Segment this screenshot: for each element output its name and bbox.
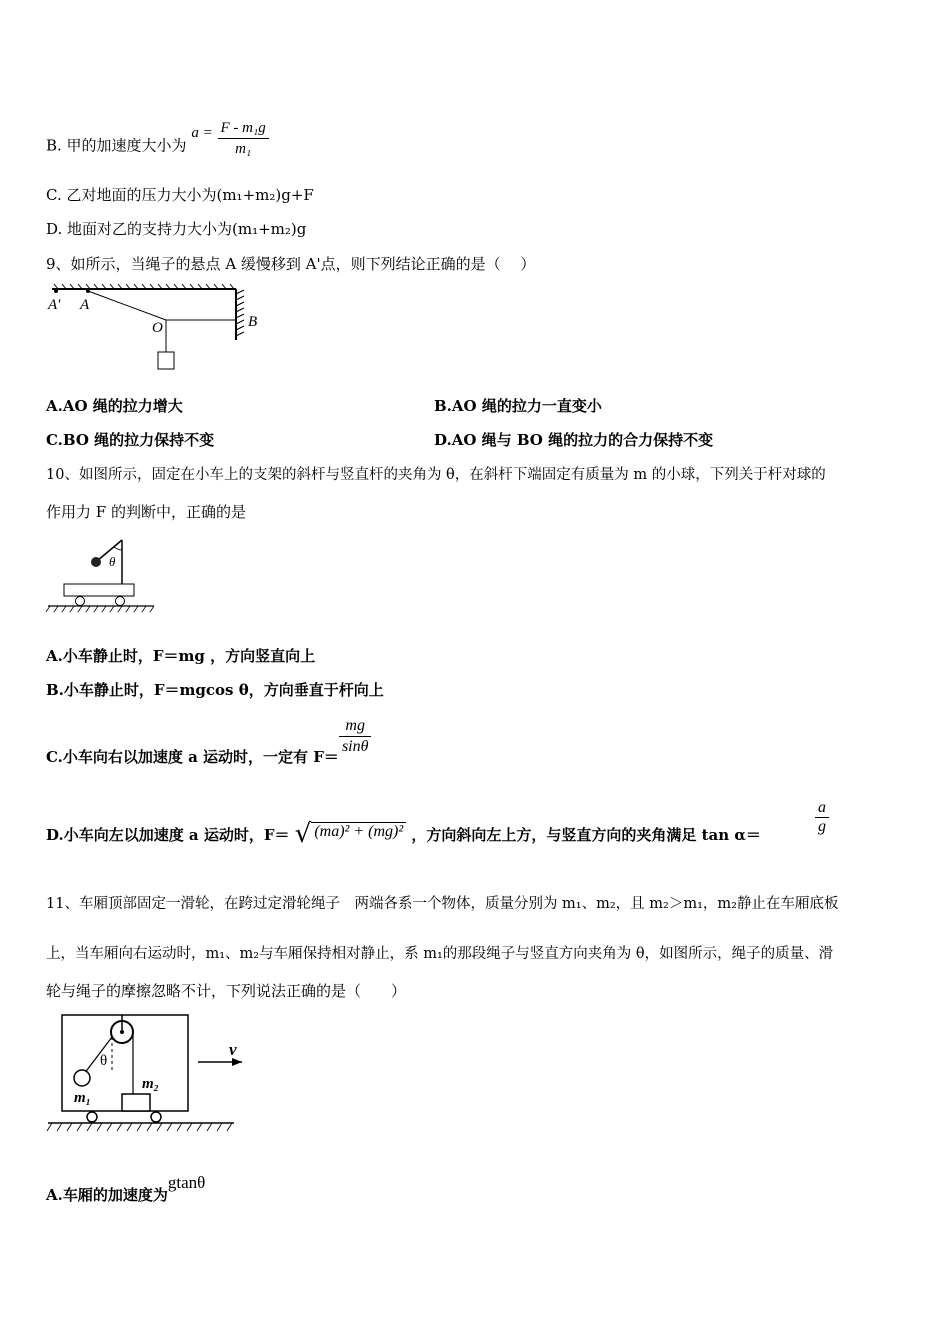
q10-option-c	[46, 716, 371, 766]
q10-option-d-numerator: a	[815, 799, 829, 818]
q9-option-b: B.AO 绳的拉力一直变小	[434, 397, 602, 415]
wheel-right	[151, 1112, 161, 1122]
q8-option-c: C. 乙对地面的压力大小为(m₁+m₂)g+F	[46, 186, 314, 204]
q10-option-d-radicand: (ma)² + (mg)²	[311, 822, 406, 840]
q8-option-b-fraction	[218, 118, 269, 159]
cart-wheel-right	[116, 597, 125, 606]
q10-option-d-denominator: g	[818, 818, 826, 835]
q8-option-b-denominator: m₁	[235, 141, 252, 157]
q8-option-b	[46, 120, 269, 167]
label-a: A	[80, 297, 90, 313]
q11-option-a	[46, 1173, 206, 1205]
q11-figure	[44, 1010, 244, 1142]
ceiling-hatch	[52, 284, 236, 289]
label-theta: θ	[100, 1053, 108, 1069]
q10-stem-line2: 作用力 F 的判断中，正确的是	[46, 503, 246, 521]
pulley-axle	[120, 1030, 124, 1034]
label-b: B	[248, 314, 258, 330]
wheel-left	[87, 1112, 97, 1122]
mass-m2	[122, 1094, 150, 1111]
ball	[91, 557, 101, 567]
q9-stem: 9、如所示，当绳子的悬点 A 缓慢移到 A'点，则下列结论正确的是（ ）	[46, 255, 536, 273]
label-m1: m₁	[74, 1090, 91, 1106]
label-v: v	[229, 1040, 237, 1059]
q11-stem-line3: 轮与绳子的摩擦忽略不计，下列说法正确的是（ ）	[46, 982, 407, 1000]
q11-stem-line1: 11、车厢顶部固定一滑轮，在跨过定滑轮绳子 两端各系一个物体，质量分别为 m₁、m₂，且 m₂＞m₁，m₂静止在车厢底板	[46, 896, 839, 912]
label-o: O	[152, 320, 163, 336]
label-a-prime: A'	[48, 297, 61, 313]
q10-option-d-tail: ，方向斜向左上方，与竖直方向的夹角满足 tan α＝	[411, 826, 761, 844]
q10-option-b: B.小车静止时，F＝mgcos θ，方向垂直于杆向上	[46, 681, 384, 699]
q8-option-b-text: B. 甲的加速度大小为	[46, 136, 187, 155]
ground-hatch	[47, 1123, 232, 1131]
q10-option-d-text: D.小车向左以加速度 a 运动时，F＝	[46, 826, 290, 844]
q10-option-c-text: C.小车向右以加速度 a 运动时，一定有 F＝	[46, 747, 339, 766]
q9-option-c: C.BO 绳的拉力保持不变	[46, 431, 215, 449]
q11-option-a-formula: gtanθ	[167, 1173, 206, 1192]
ground-hatch	[46, 606, 154, 612]
q8-option-b-lhs: a =	[191, 124, 213, 141]
q10-stem-line1: 10、如图所示，固定在小车上的支架的斜杆与竖直杆的夹角为 θ，在斜杆下端固定有质量为 m 的小球，下列关于杆对球的	[46, 467, 826, 483]
q9-figure	[44, 282, 274, 377]
q9-option-a: A.AO 绳的拉力增大	[46, 397, 183, 415]
point-a-prime	[54, 289, 58, 293]
q10-option-d-fraction	[815, 799, 829, 836]
label-m2: m₂	[142, 1076, 159, 1092]
q10-option-c-fraction	[339, 716, 372, 757]
q8-option-d: D. 地面对乙的支持力大小为(m₁+m₂)g	[46, 220, 307, 238]
rope-ao	[88, 291, 166, 320]
velocity-arrow-head	[232, 1058, 242, 1066]
q10-figure	[44, 534, 159, 616]
q11-option-a-text: A.车厢的加速度为	[46, 1186, 168, 1204]
angle-arc	[114, 547, 122, 550]
hanging-block	[158, 352, 174, 369]
q10-option-c-numerator: mg	[339, 716, 372, 737]
q10-option-a: A.小车静止时，F＝mg ，方向竖直向上	[46, 647, 316, 665]
q10-option-c-denominator: sinθ	[341, 738, 369, 755]
wall-hatch	[236, 289, 244, 340]
cart-body	[64, 584, 134, 596]
q9-option-d: D.AO 绳与 BO 绳的拉力的合力保持不变	[434, 431, 714, 449]
label-theta: θ	[109, 554, 116, 569]
q8-option-b-numerator: F - m₁g	[218, 118, 269, 139]
q10-option-d	[46, 819, 761, 849]
cart-wheel-left	[76, 597, 85, 606]
q10-option-d-sqrt: √ (ma)² + (mg)²	[295, 818, 406, 842]
q11-stem-line2: 上，当车厢向右运动时，m₁、m₂与车厢保持相对静止，系 m₁的那段绳子与竖直方向夹角为 θ，如图所示，绳子的质量、滑	[46, 946, 834, 962]
mass-m1	[74, 1070, 90, 1086]
